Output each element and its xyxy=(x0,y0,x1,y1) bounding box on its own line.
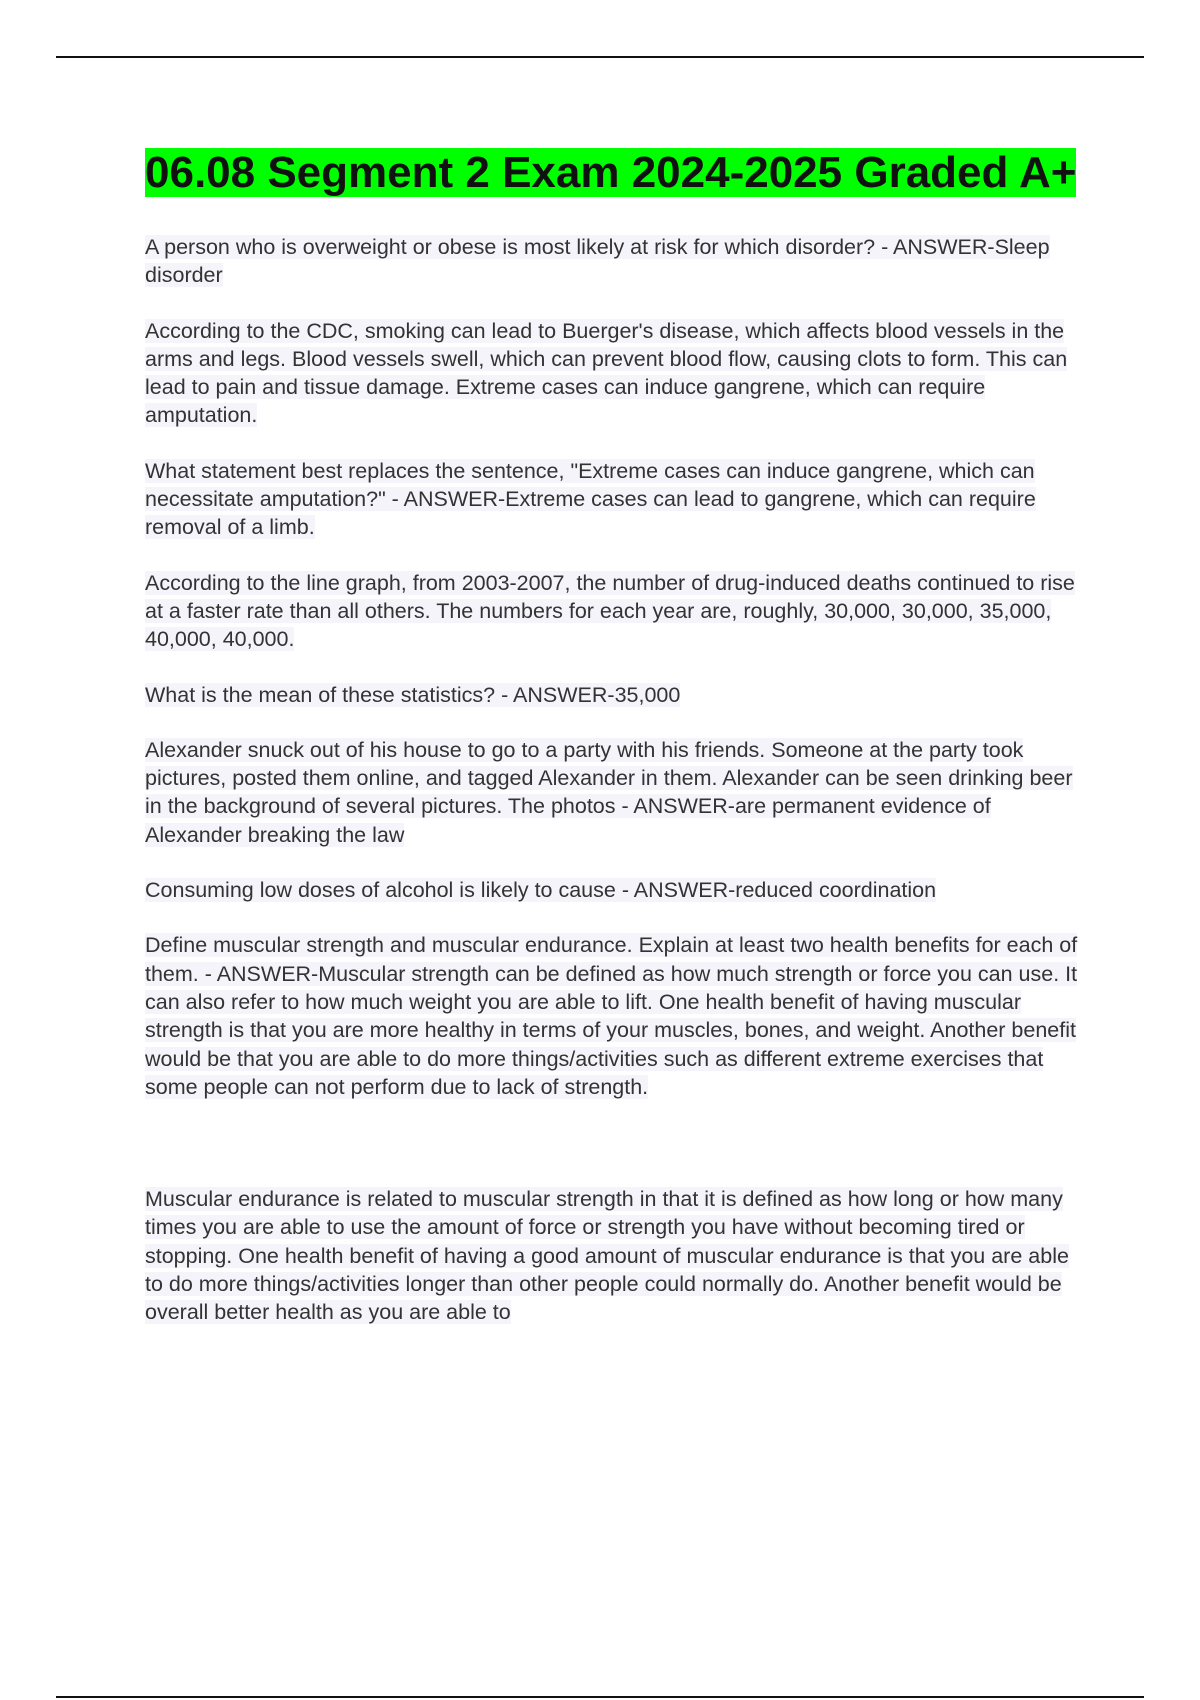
question-paragraph-5: What is the mean of these statistics? - ANSWER-35,000 xyxy=(145,682,681,707)
question-paragraph-7: Consuming low doses of alcohol is likely to cause - ANSWER-reduced coordination xyxy=(145,878,937,903)
title-text: 06.08 Segment 2 Exam 2024-2025 Graded A+ xyxy=(145,148,1077,197)
document-title xyxy=(145,145,1085,201)
question-paragraph-2: According to the CDC, smoking can lead to Buerger's disease, which affects blood vessels in the arms and legs. Blood vessels swell, which can prevent blood flow, causing clots to form. This can lead to pain and tissue damage. Extreme cases can induce gangrene, which can require amputation. xyxy=(145,318,1068,428)
question-paragraph-3: What statement best replaces the sentence, "Extreme cases can induce gangrene, which can necessitate amputation?" - ANSWER-Extreme cases can lead to gangrene, which can require removal of a limb. xyxy=(145,458,1036,540)
answer-continuation-paragraph: Muscular endurance is related to muscular strength in that it is defined as how long or how many times you are able to use the amount of force or strength you have without becoming tired or stopping. One health benefit of having a good amount of muscular endurance is that you are able to do more things/activities longer than other people could normally do. Another benefit would be overall better health as you are able to xyxy=(145,1187,1069,1325)
question-paragraph-1: A person who is overweight or obese is most likely at risk for which disorder? - ANSWER-Sleep disorder xyxy=(145,235,1050,288)
bottom-rule xyxy=(56,1696,1144,1698)
top-rule xyxy=(56,56,1144,58)
question-paragraph-6: Alexander snuck out of his house to go to a party with his friends. Someone at the party took pictures, posted them online, and tagged Alexander in them. Alexander can be seen drinking beer in the background of several pictures. The photos - ANSWER-are permanent evidence of Alexander breaking the law xyxy=(145,737,1073,847)
document-body xyxy=(145,145,1085,1354)
question-paragraph-8: Define muscular strength and muscular endurance. Explain at least two health benefits for each of them. - ANSWER-Muscular strength can be defined as how much strength or force you can use. It can also refer to how much weight you are able to lift. One health benefit of having muscular strength is that you are more healthy in terms of your muscles, bones, and weight. Another benefit would be that you are able to do more things/activities such as different extreme exercises that some people can not perform due to lack of strength. xyxy=(145,933,1078,1099)
question-paragraph-4: According to the line graph, from 2003-2007, the number of drug-induced deaths continued to rise at a faster rate than all others. The numbers for each year are, roughly, 30,000, 30,000, 35,000, 40,000, 40,000. xyxy=(145,570,1075,652)
